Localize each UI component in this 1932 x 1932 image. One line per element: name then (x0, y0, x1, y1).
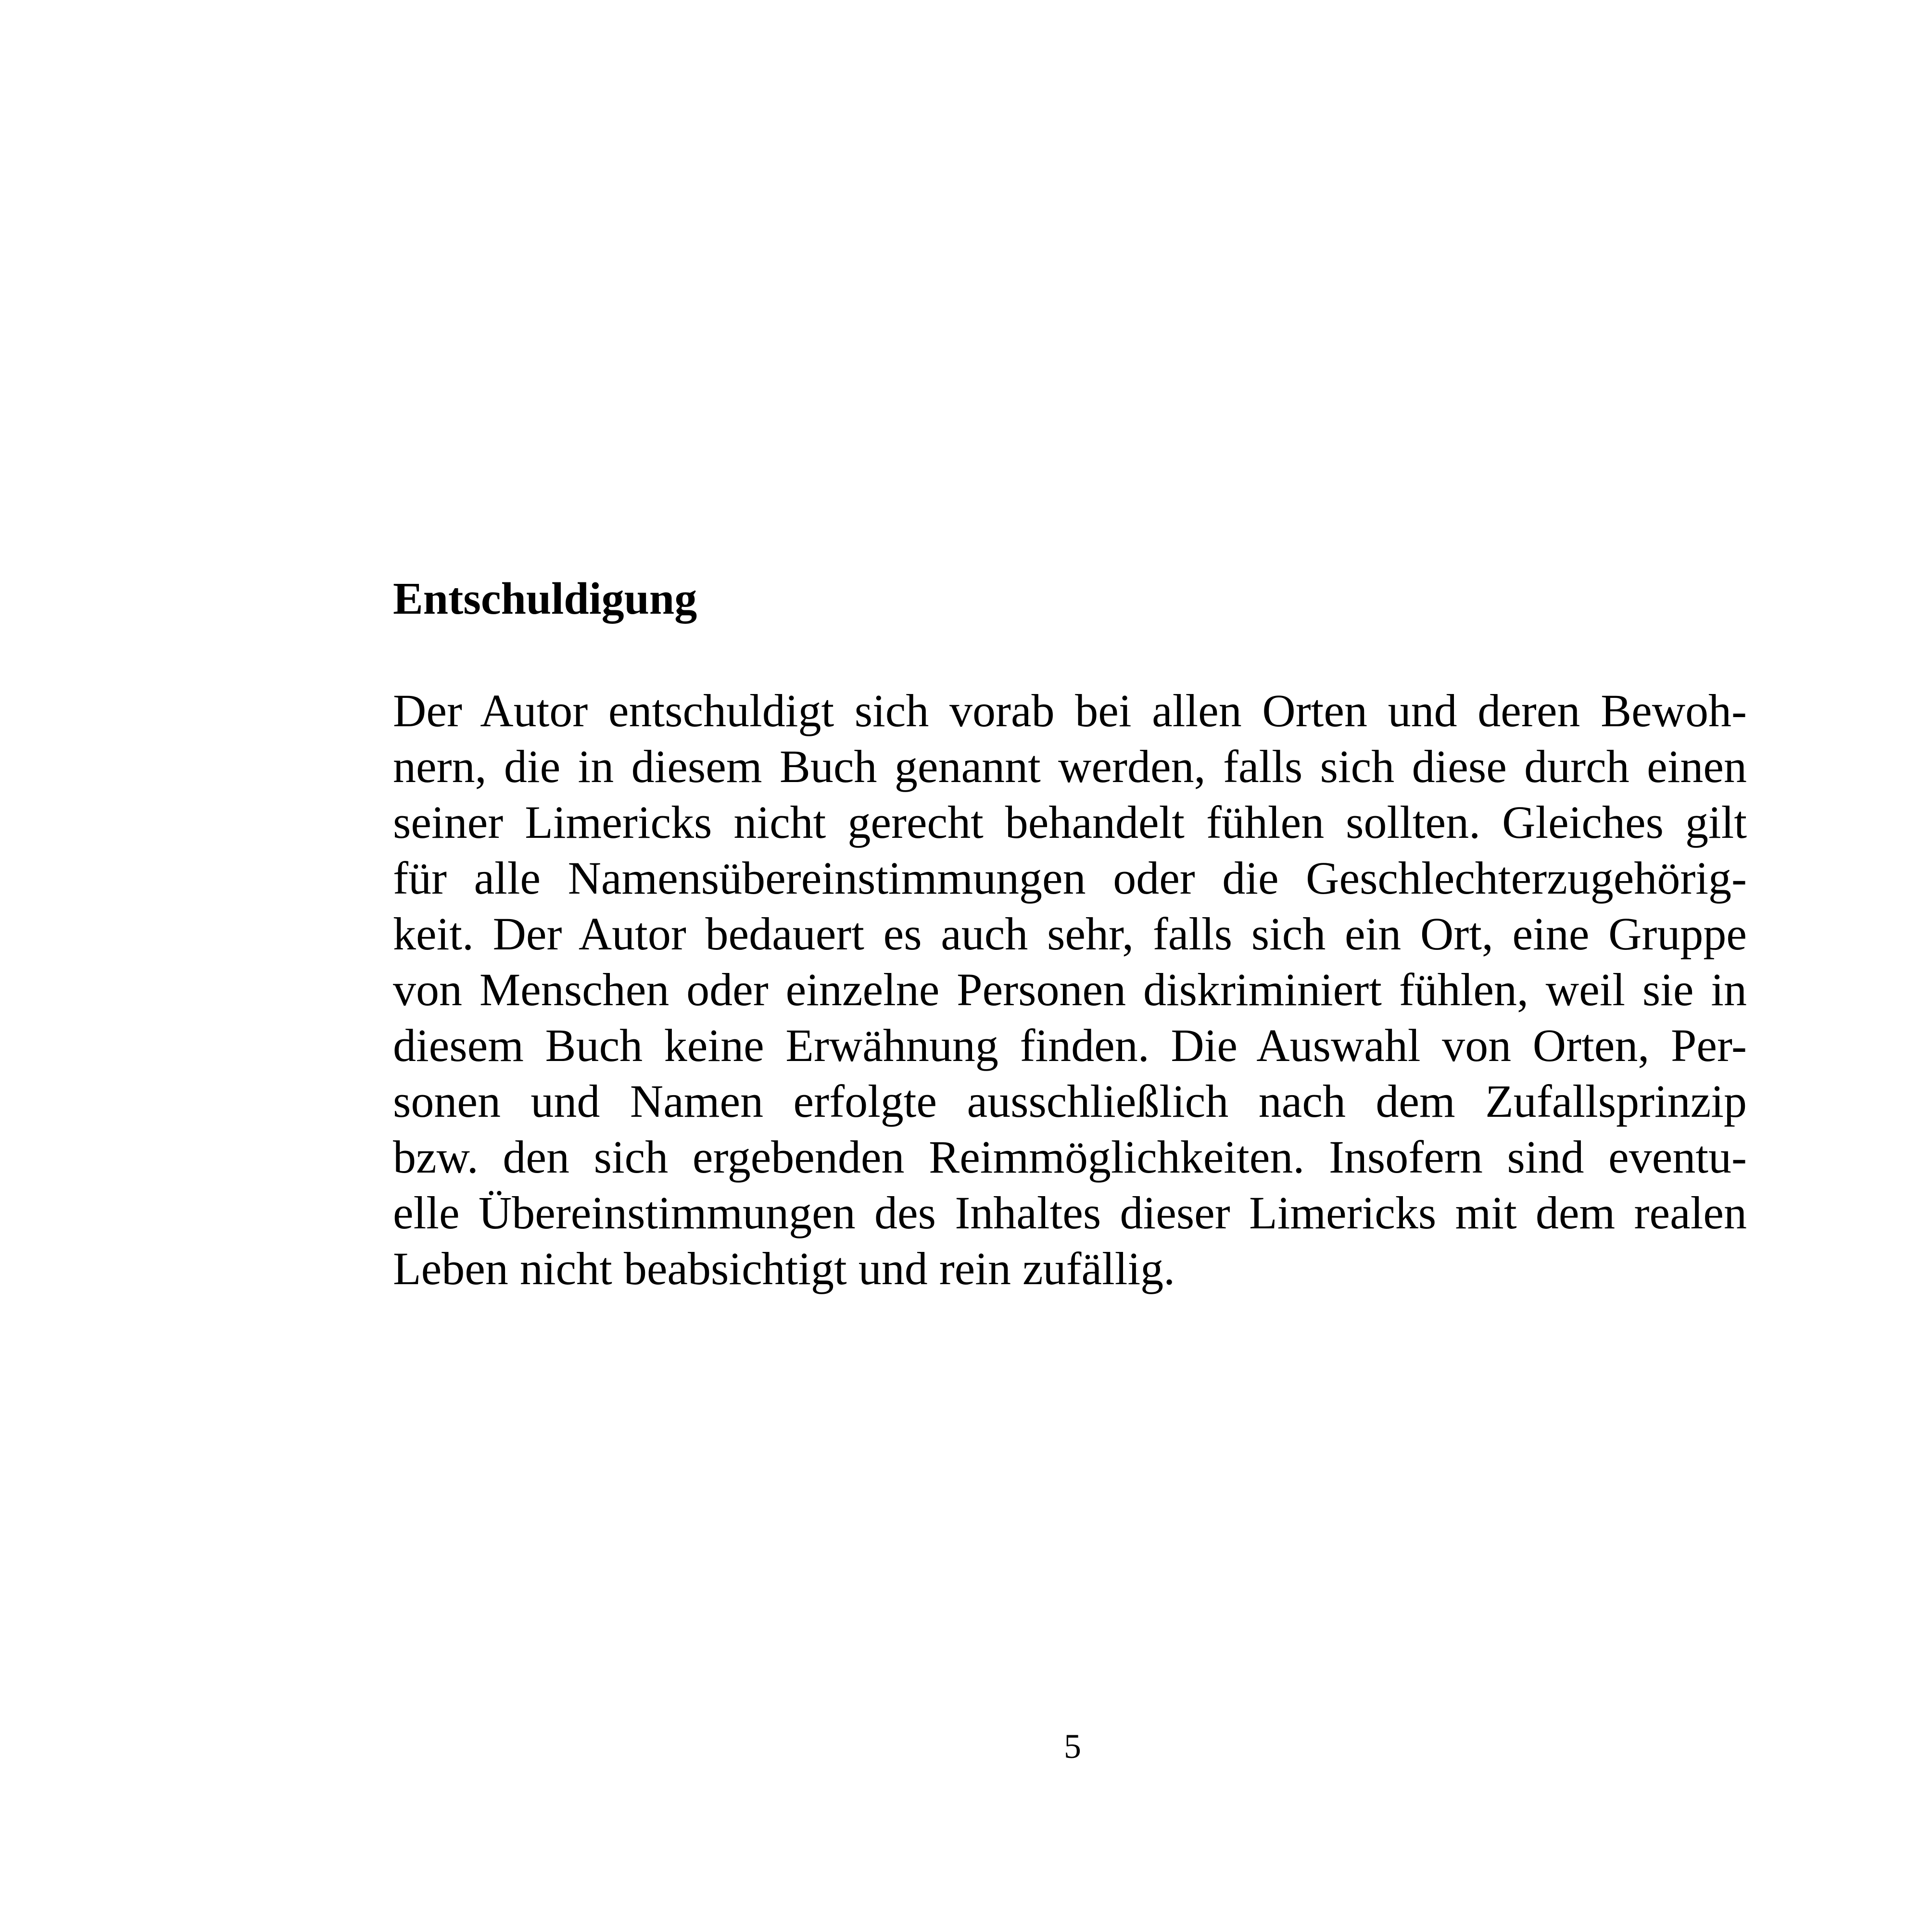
paragraph-line: nern, die in diesem Buch genannt werden, falls sich diese durch einen (393, 741, 1747, 792)
paragraph-line: Der Autor entschuldigt sich vorab bei allen Orten und deren Bewoh- (393, 685, 1747, 736)
paragraph-line: sonen und Namen erfolgte ausschließlich nach dem Zufallsprinzip (393, 1075, 1747, 1127)
paragraph-line: für alle Namensübereinstimmungen oder die Geschlechterzugehörig- (393, 852, 1747, 904)
paragraph-line: von Menschen oder einzelne Personen diskriminiert fühlen, weil sie in (393, 964, 1747, 1015)
paragraph-line: diesem Buch keine Erwähnung finden. Die Auswahl von Orten, Per- (393, 1020, 1747, 1071)
paragraph-line: seiner Limericks nicht gerecht behandelt fühlen sollten. Gleiches gilt (393, 796, 1747, 848)
disclaimer-paragraph (393, 683, 1747, 1297)
paragraph-line: bzw. den sich ergebenden Reimmöglichkeiten. Insofern sind eventu- (393, 1131, 1747, 1183)
page-number: 5 (1064, 1727, 1081, 1766)
section-heading: Entschuldigung (393, 574, 697, 624)
paragraph-line: elle Übereinstimmungen des Inhaltes dieser Limericks mit dem realen (393, 1187, 1747, 1238)
paragraph-line-last: Leben nicht beabsichtigt und rein zufällig. (393, 1243, 1175, 1294)
paragraph-line: keit. Der Autor bedauert es auch sehr, falls sich ein Ort, eine Gruppe (393, 908, 1747, 960)
